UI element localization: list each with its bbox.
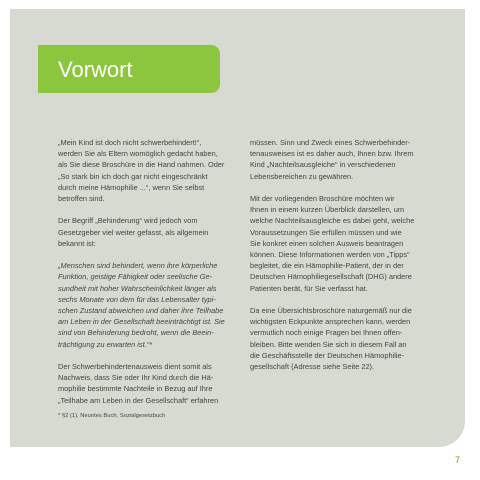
- text-line: werden Sie als Eltern womöglich gedacht haben,: [58, 149, 218, 159]
- text-line: „Teilhabe am Leben in der Gesellschaft“ erfahren: [58, 395, 219, 405]
- text-line: am Leben in der Gesellschaft beeinträchtigt ist. Sie: [58, 317, 225, 327]
- page-number: 7: [455, 455, 461, 465]
- text-line: schen Zustand abweichen und daher ihre Teilhabe: [58, 306, 224, 316]
- text-line: „Mein Kind ist doch nicht schwerbehindert!“,: [58, 138, 202, 147]
- text-line: müssen. Sinn und Zweck eines Schwerbehinder-: [250, 138, 411, 147]
- text-line: Der Begriff „Behinderung“ wird jedoch vom: [58, 216, 198, 226]
- text-line: vermutlich noch einige Fragen bei Ihnen offen-: [250, 328, 403, 338]
- paragraph-purpose: [58, 361, 256, 406]
- text-line: sechs Monate von dem für das Lebensalter typi-: [58, 294, 216, 304]
- text-line: betroffen sind.: [58, 194, 105, 204]
- text-line: wichtigsten Eckpunkte ansprechen kann, werden: [250, 317, 411, 327]
- paragraph-gap: [58, 204, 256, 215]
- text-line: Lebensbereichen zu gewähren.: [250, 171, 354, 181]
- text-line: „So stark bin ich doch gar nicht eingeschränkt: [58, 171, 208, 181]
- paragraph-definition-intro: [58, 215, 256, 249]
- paragraph-purpose-continued: [250, 137, 450, 182]
- text-line: Der Schwerbehindertenausweis dient somit als: [58, 362, 212, 372]
- right-column: [250, 137, 450, 372]
- paragraph-gap: [58, 350, 256, 361]
- left-column: [58, 137, 256, 406]
- text-line: Deutschen Hämophiliegesellschaft (DHG) andere: [250, 272, 412, 282]
- legal-quote: [58, 260, 256, 350]
- text-line: die Geschäftsstelle der Deutschen Hämophilie-: [250, 350, 405, 360]
- text-line: Mit der vorliegenden Broschüre möchten wir: [250, 194, 395, 203]
- paragraph-intro: [58, 137, 256, 204]
- text-line: Kind „Nachteilsausgleiche“ in verschiedenen: [250, 160, 396, 170]
- text-line: welche Nachteilsausgleiche es dabei geht, welche: [250, 216, 415, 226]
- paragraph-gap: [250, 182, 450, 193]
- text-line: sind von Behinderung bedroht, wenn die Beein-: [58, 328, 214, 338]
- text-line: als Sie diese Broschüre in die Hand nahmen. Oder: [58, 160, 225, 170]
- text-line: Da eine Übersichtsbroschüre naturgemäß nur die: [250, 306, 412, 316]
- text-line: Voraussetzungen Sie erfüllen müssen und wie: [250, 227, 402, 237]
- text-line: durch meine Hämophilie ...“, wenn Sie selbst: [58, 182, 205, 192]
- text-line: gesellschaft (Adresse siehe Seite 22).: [250, 362, 375, 372]
- text-line: Funktion, geistige Fähigkeit oder seelische Ge-: [58, 272, 213, 282]
- paragraph-gap: [58, 249, 256, 260]
- text-line: begleitet, die ein Hämophilie-Patient, der in der: [250, 261, 404, 271]
- text-line: Sie konkret einen solchen Ausweis beantragen: [250, 238, 404, 248]
- text-line: trächtigung zu erwarten ist.“*: [58, 339, 153, 349]
- page-title: Vorwort: [58, 57, 133, 82]
- text-line: „Menschen sind behindert, wenn ihre körperliche: [58, 261, 218, 271]
- text-line: tenausweises ist es daher auch, Ihnen bzw. Ihrem: [250, 149, 414, 159]
- footnote: * §2 (1), Neuntes Buch, Sozialgesetzbuch: [58, 413, 166, 419]
- text-line: Patienten berät, für Sie verfasst hat.: [250, 283, 368, 293]
- paragraph-brochure-aim: [250, 193, 450, 294]
- paragraph-contact: [250, 305, 450, 372]
- text-line: mophilie bestimmte Nachteile in Bezug auf Ihre: [58, 384, 213, 394]
- text-line: bleiben. Bitte wenden Sie sich in diesem Fall an: [250, 339, 407, 349]
- text-line: Ihnen in einem kurzen Überblick darstellen, um: [250, 205, 405, 215]
- text-line: sundheit mit hoher Wahrscheinlichkeit länger als: [58, 283, 217, 293]
- text-line: bekannt ist:: [58, 238, 96, 248]
- text-line: Nachweis, dass Sie oder Ihr Kind durch die Hä-: [58, 373, 214, 383]
- paragraph-gap: [250, 294, 450, 305]
- text-line: können. Diese Informationen werden von „Tipps“: [250, 250, 410, 260]
- text-line: Gesetzgeber viel weiter gefasst, als allgemein: [58, 227, 209, 237]
